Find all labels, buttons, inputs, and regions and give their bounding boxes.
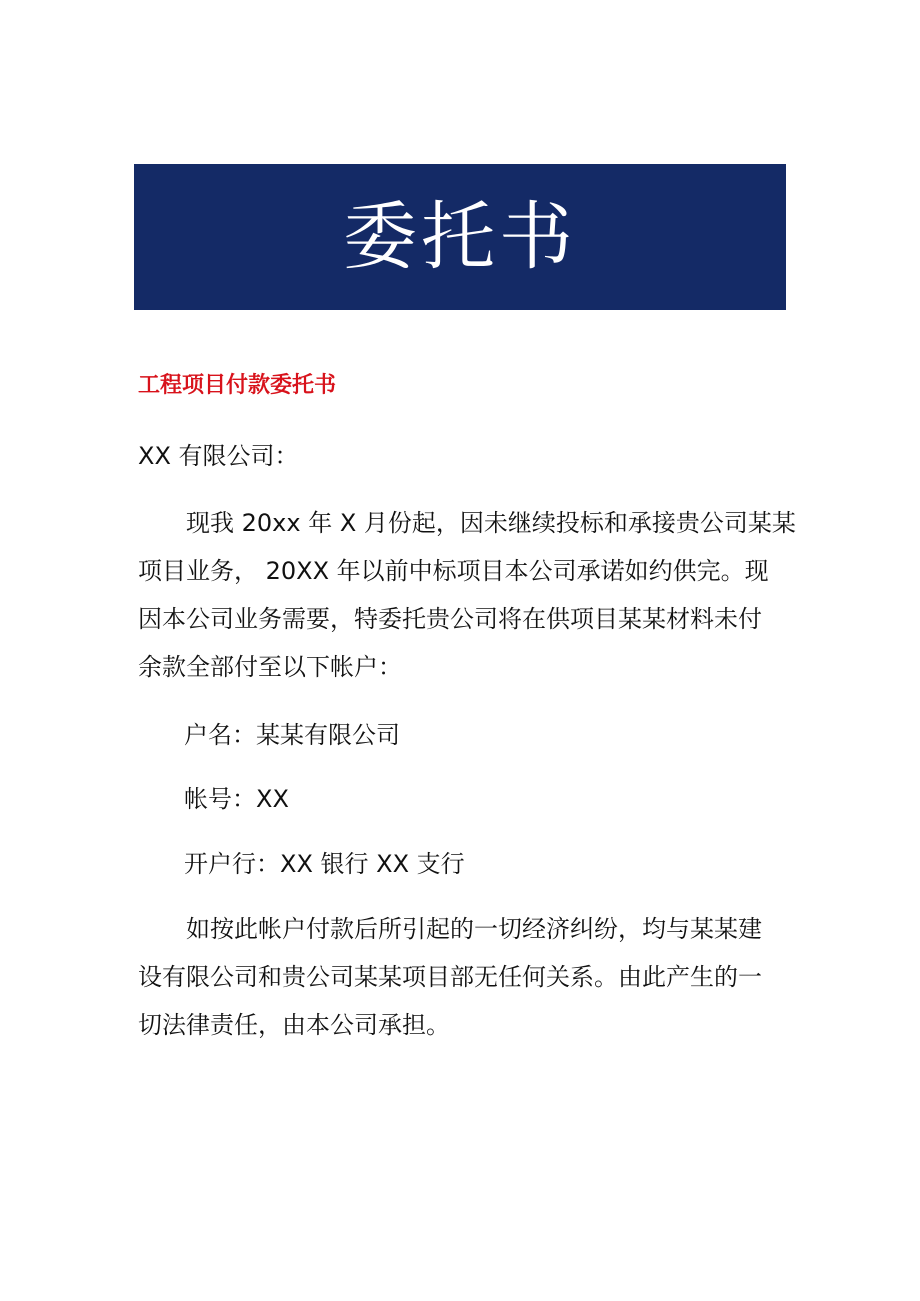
paragraph-disclaimer [138, 905, 762, 1049]
title-banner [134, 164, 786, 310]
paragraph-line: 设有限公司和贵公司某某项目部无任何关系。由此产生的一 [138, 963, 762, 991]
addressee: XX 有限公司： [138, 442, 299, 470]
paragraph-line: 余款全部付至以下帐户： [138, 653, 402, 681]
document-subtitle: 工程项目付款委托书 [138, 373, 337, 398]
paragraph-line: 因本公司业务需要，特委托贵公司将在供项目某某材料未付 [138, 605, 762, 633]
paragraph-line: 切法律责任，由本公司承担。 [138, 1011, 450, 1039]
paragraph-request [138, 499, 796, 691]
account-number: 帐号：XX [184, 785, 289, 813]
bank-name: 开户行：XX 银行 XX 支行 [184, 850, 465, 878]
paragraph-line: 如按此帐户付款后所引起的一切经济纠纷，均与某某建 [138, 915, 762, 943]
paragraph-line: 项目业务， 20XX 年以前中标项目本公司承诺如约供完。现 [138, 557, 769, 585]
account-name: 户名：某某有限公司 [184, 721, 400, 749]
document-title: 委托书 [343, 194, 577, 280]
paragraph-line: 现我 20xx 年 X 月份起，因未继续投标和承接贵公司某某 [138, 509, 796, 537]
